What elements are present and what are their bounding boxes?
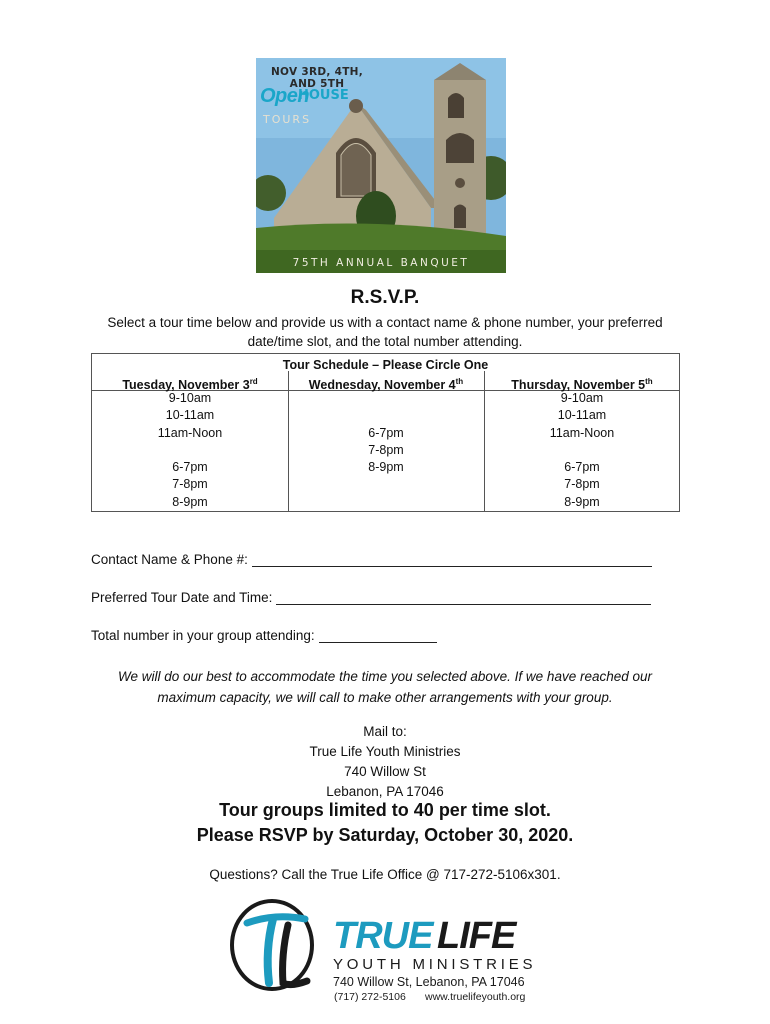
time-slot[interactable]: 7-8pm (368, 442, 404, 457)
time-slot[interactable]: 7-8pm (564, 477, 600, 492)
time-slot[interactable]: 8-9pm (368, 460, 404, 475)
preferred-date-input-line[interactable] (276, 590, 651, 605)
time-slot[interactable]: 9-10am (560, 391, 604, 405)
true-life-logo (225, 895, 555, 1010)
logo-life: LIFE (437, 915, 516, 957)
time-slot[interactable]: 10-11am (165, 408, 215, 423)
contact-label: Contact Name & Phone #: (91, 552, 248, 567)
contact-input-line[interactable] (252, 552, 652, 567)
schedule-column-tuesday (92, 373, 288, 511)
column-header: Wednesday, November 4th (308, 377, 464, 393)
logo-address: 740 Willow St, Lebanon, PA 17046 (333, 975, 525, 989)
rsvp-limits (0, 798, 770, 848)
poster-dates: NOV 3RD, 4TH, AND 5TH (270, 66, 364, 90)
logo-true: TRUE (333, 915, 433, 957)
capacity-note: We will do our best to accommodate the time you selected above. If we have reached our maximum capacity, we will call to make other arrangements with your group. (117, 669, 653, 705)
time-slot (484, 442, 680, 459)
total-attending-field (91, 628, 437, 643)
total-attending-input-line[interactable] (319, 628, 437, 643)
poster-open: Open (260, 85, 310, 107)
contact-field (91, 552, 652, 567)
mail-street: 740 Willow St (344, 764, 426, 779)
time-slot[interactable]: 7-8pm (172, 477, 208, 492)
time-slot[interactable]: 11am-Noon (157, 425, 223, 440)
schedule-column-thursday (484, 373, 680, 511)
poster-house: HOUSE (298, 88, 349, 103)
mail-address (0, 722, 770, 802)
tl-monogram-icon (225, 895, 325, 1010)
mail-city: Lebanon, PA 17046 (326, 784, 444, 799)
logo-youth-ministries: YOUTH MINISTRIES (333, 956, 537, 973)
total-attending-label: Total number in your group attending: (91, 628, 315, 643)
poster-banquet: 75TH ANNUAL BANQUET (292, 257, 470, 269)
open-house-poster (256, 58, 506, 273)
mail-to-label: Mail to: (363, 724, 407, 739)
time-slot (288, 407, 484, 424)
rsvp-deadline-text: Please RSVP by Saturday, October 30, 2020. (196, 825, 574, 845)
time-slot (92, 442, 288, 459)
time-slot (288, 494, 484, 511)
poster-tours: TOURS (263, 113, 312, 126)
schedule-column-wednesday (288, 373, 484, 511)
time-slot[interactable]: 10-11am (557, 408, 607, 423)
column-header: Tuesday, November 3rd (122, 377, 258, 393)
mail-org-name: True Life Youth Ministries (309, 744, 461, 759)
intro-text: Select a tour time below and provide us with a contact name & phone number, your preferred date/time slot, and the total number attending. (107, 315, 663, 349)
column-header: Thursday, November 5th (511, 377, 653, 393)
logo-website[interactable]: www.truelifeyouth.org (425, 991, 526, 1003)
group-limit-text: Tour groups limited to 40 per time slot. (219, 800, 551, 820)
time-slot[interactable]: 6-7pm (564, 460, 600, 475)
page-title: R.S.V.P. (350, 287, 420, 308)
logo-phone: (717) 272-5106 (334, 991, 406, 1003)
time-slot (288, 390, 484, 407)
time-slot[interactable]: 9-10am (168, 391, 212, 405)
preferred-date-label: Preferred Tour Date and Time: (91, 590, 273, 605)
time-slot[interactable]: 8-9pm (172, 494, 208, 509)
time-slot[interactable]: 6-7pm (368, 425, 404, 440)
preferred-date-field (91, 590, 651, 605)
time-slot[interactable]: 6-7pm (172, 460, 208, 475)
schedule-caption: Tour Schedule – Please Circle One (282, 358, 489, 372)
tour-schedule-table (91, 353, 680, 512)
time-slot (288, 476, 484, 493)
time-slot[interactable]: 11am-Noon (549, 425, 615, 440)
time-slot[interactable]: 8-9pm (564, 494, 600, 509)
questions-contact: Questions? Call the True Life Office @ 717-272-5106x301. (209, 867, 561, 882)
